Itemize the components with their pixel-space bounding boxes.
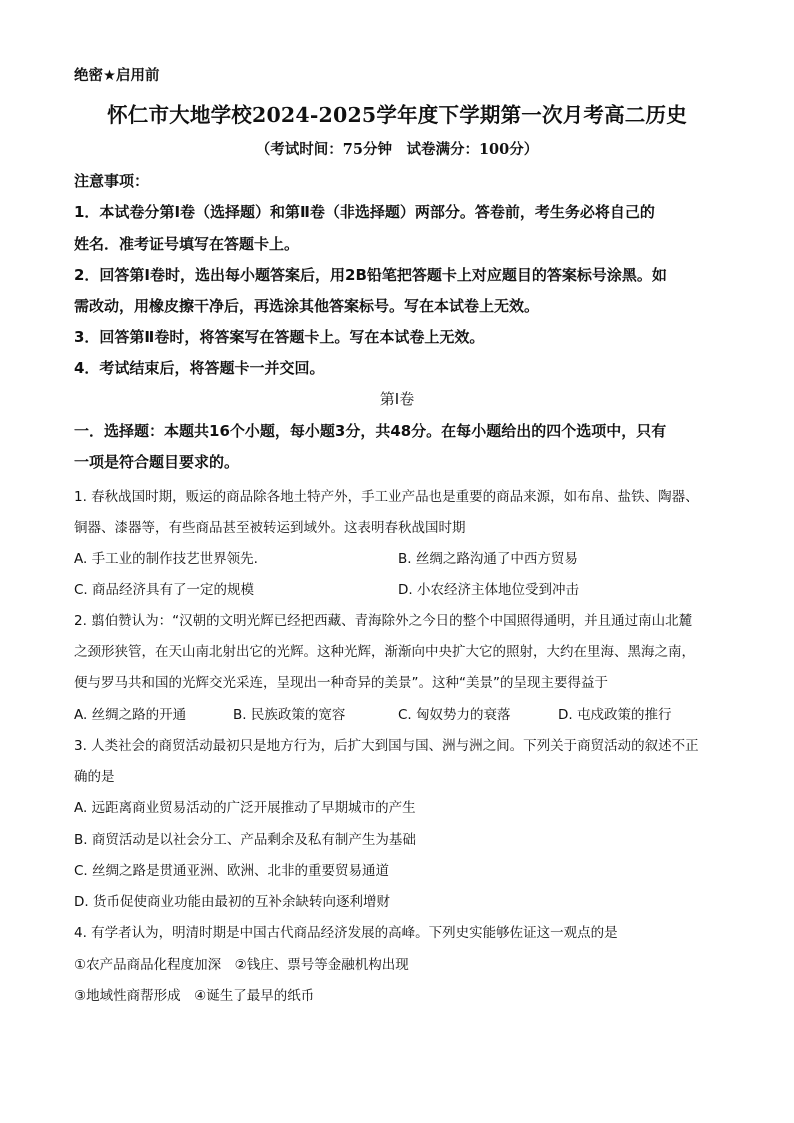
notice-item-4: 4．考试结束后，将答题卡一并交回。	[74, 359, 325, 377]
confidential-label: 绝密★启用前	[74, 68, 160, 84]
section-1-heading-line-2: 一项是符合题目要求的。	[74, 453, 240, 471]
question-2-option-d: D. 屯戍政策的推行	[558, 707, 672, 723]
question-2-option-b: B. 民族政策的宽容	[233, 707, 346, 723]
question-4-statements-1-2: ①农产品商品化程度加深 ②钱庄、票号等金融机构出现	[74, 957, 409, 973]
question-1-stem-line-2: 铜器、漆器等，有些商品甚至被转运到域外。这表明春秋战国时期	[74, 520, 466, 536]
volume-label: 第Ⅰ卷	[379, 390, 415, 408]
notice-item-2-line-2: 需改动，用橡皮擦干净后，再选涂其他答案标号。写在本试卷上无效。	[74, 297, 540, 315]
question-4-stem-line-1: 4. 有学者认为，明清时期是中国古代商品经济发展的高峰。下列史实能够佐证这一观点的是	[74, 925, 618, 941]
question-1-option-c: C. 商品经济具有了一定的规模	[74, 582, 255, 598]
question-3-stem-line-1: 3. 人类社会的商贸活动最初只是地方行为，后扩大到国与国、洲与洲之间。下列关于商贸活动的叙述不正	[74, 738, 699, 754]
question-1-option-d: D. 小农经济主体地位受到冲击	[398, 582, 579, 598]
question-1-option-b: B. 丝绸之路沟通了中西方贸易	[398, 551, 578, 567]
question-2-stem-line-1: 2. 翦伯赞认为：“汉朝的文明光辉已经把西藏、青海除外之今日的整个中国照得通明，并且通过南山北麓	[74, 613, 693, 629]
question-2-option-c: C. 匈奴势力的衰落	[398, 707, 511, 723]
question-3-option-b: B. 商贸活动是以社会分工、产品剩余及私有制产生为基础	[74, 832, 416, 848]
notice-heading: 注意事项：	[74, 172, 150, 190]
question-2-stem-line-2: 之颈形狭管，在天山南北射出它的光辉。这种光辉，渐渐向中央扩大它的照射，大约在里海、黑海之南，	[74, 644, 695, 660]
question-2-option-a: A. 丝绸之路的开通	[74, 707, 187, 723]
question-3-option-c: C. 丝绸之路是贯通亚洲、欧洲、北非的重要贸易通道	[74, 863, 390, 879]
notice-item-1-line-1: 1．本试卷分第Ⅰ卷（选择题）和第Ⅱ卷（非选择题）两部分。答卷前，考生务必将自己的	[74, 203, 655, 221]
exam-subtitle: （考试时间：75分钟 试卷满分：100分）	[255, 141, 539, 158]
section-1-heading-line-1: 一．选择题：本题共16个小题，每小题3分，共48分。在每小题给出的四个选项中，只有	[74, 422, 667, 440]
notice-item-1-line-2: 姓名．准考证号填写在答题卡上。	[74, 235, 300, 253]
exam-title: 怀仁市大地学校2024-2025学年度下学期第一次月考高二历史	[107, 103, 687, 127]
question-1-option-a: A. 手工业的制作技艺世界领先.	[74, 551, 258, 567]
question-4-statements-3-4: ③地域性商帮形成 ④诞生了最早的纸币	[74, 988, 315, 1004]
question-1-stem-line-1: 1. 春秋战国时期，贩运的商品除各地土特产外，手工业产品也是重要的商品来源，如布帛、盐铁、陶器、	[74, 489, 699, 505]
question-3-option-d: D. 货币促使商业功能由最初的互补余缺转向逐利增财	[74, 894, 390, 910]
notice-item-2-line-1: 2．回答第Ⅰ卷时，选出每小题答案后，用2B铅笔把答题卡上对应题目的答案标号涂黑。如	[74, 266, 667, 284]
question-3-option-a: A. 远距离商业贸易活动的广泛开展推动了早期城市的产生	[74, 800, 416, 816]
question-2-stem-line-3: 便与罗马共和国的光辉交光采连，呈现出一种奇异的美景”。这种“美景”的呈现主要得益于	[74, 675, 608, 691]
notice-item-3: 3．回答第Ⅱ卷时，将答案写在答题卡上。写在本试卷上无效。	[74, 328, 485, 346]
question-3-stem-line-2: 确的是	[74, 769, 115, 785]
